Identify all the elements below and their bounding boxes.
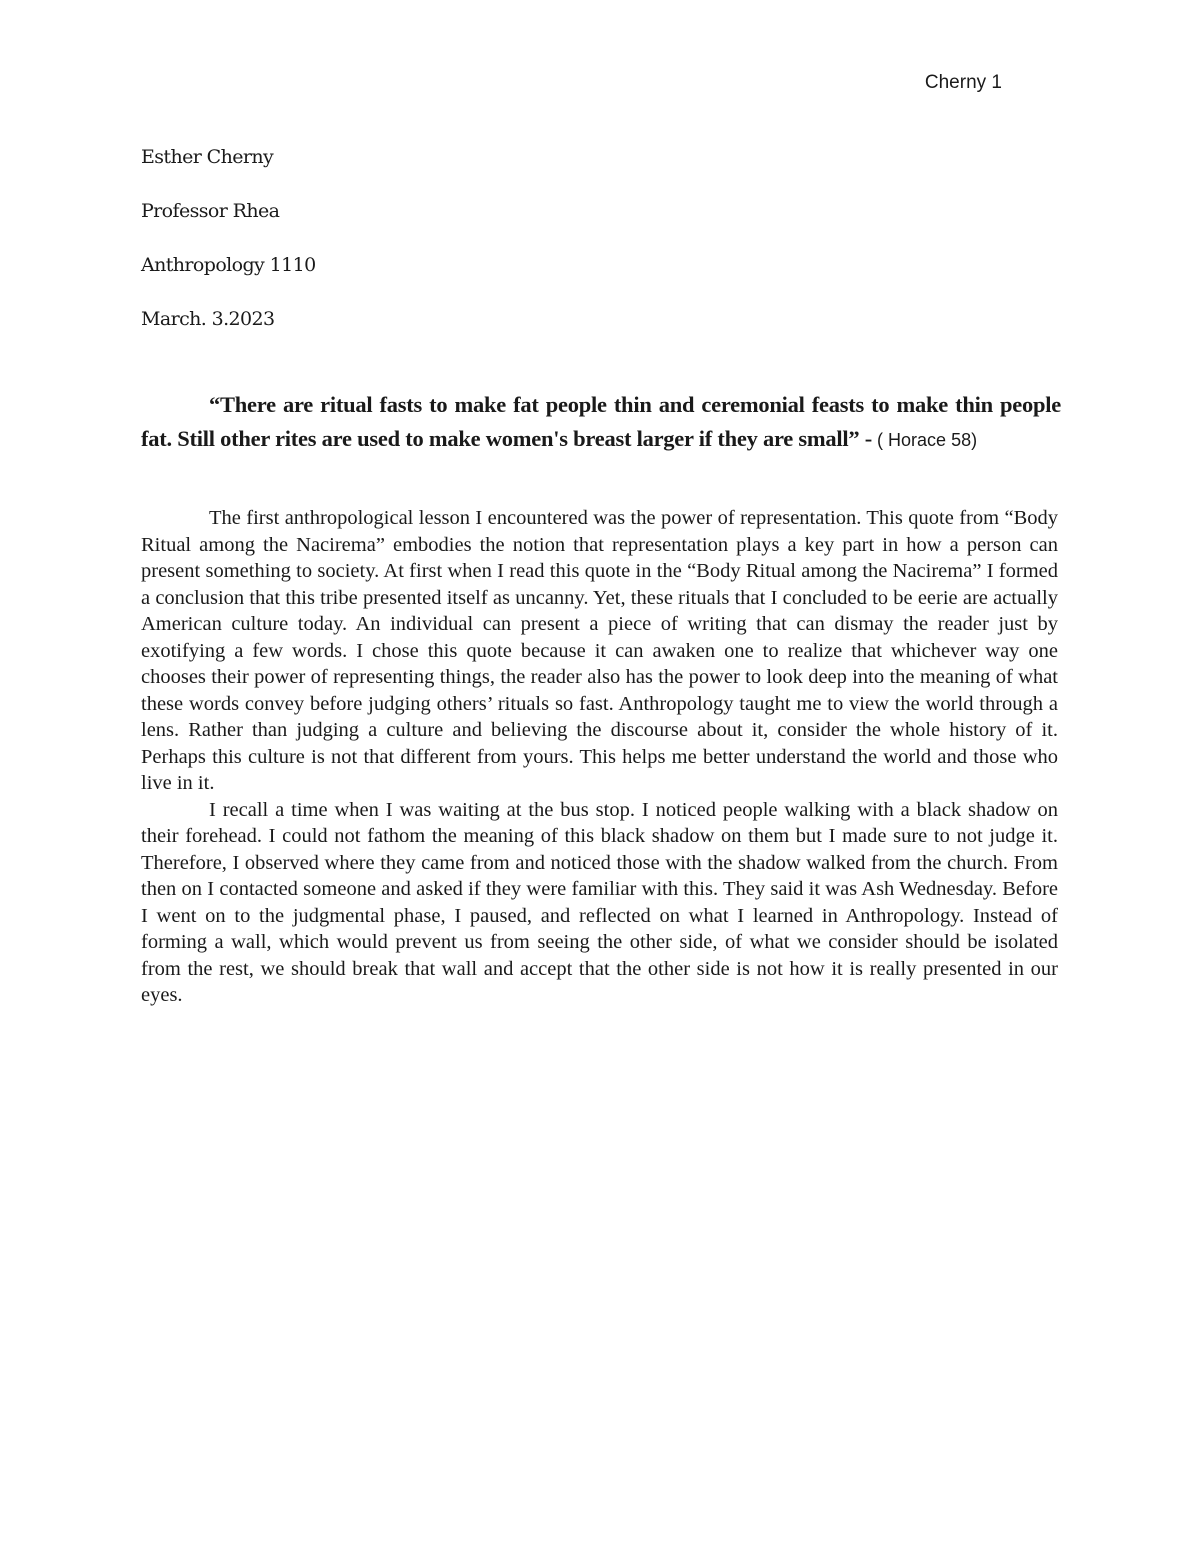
course-name: Anthropology 1110 bbox=[141, 254, 316, 276]
heading-author-line bbox=[141, 144, 316, 198]
epigraph-citation: ( Horace 58) bbox=[872, 430, 978, 450]
essay-date: March. 3.2023 bbox=[141, 308, 275, 330]
author-name: Esther Cherny bbox=[141, 146, 274, 168]
essay-body bbox=[141, 505, 1058, 1009]
instructor-name: Professor Rhea bbox=[141, 200, 280, 222]
epigraph-quote bbox=[141, 388, 1061, 457]
heading-course-line bbox=[141, 252, 316, 306]
epigraph-text: “There are ritual fasts to make fat people thin and ceremonial feasts to make thin people fat. Still other rites are used to make women's breast larger if they are small” - bbox=[141, 392, 1061, 451]
body-paragraph-1: The first anthropological lesson I encountered was the power of representation. This quote from “Body Ritual among the Nacirema” embodies the notion that representation plays a key part in how a person can present something to society. At first when I read this quote in the “Body Ritual among the Nacirema” I formed a conclusion that this tribe presented itself as uncanny. Yet, these rituals that I concluded to be eerie are actually American culture today. An individual can present a piece of writing that can dismay the reader just by exotifying a few words. I chose this quote because it can awaken one to realize that whichever way one chooses their power of representing things, the reader also has the power to look deep into the meaning of what these words convey before judging others’ rituals so fast. Anthropology taught me to view the world through a lens. Rather than judging a culture and believing the discourse about it, consider the whole history of it. Perhaps this culture is not that different from yours. This helps me better understand the world and those who live in it. bbox=[141, 507, 1058, 794]
heading-instructor-line bbox=[141, 198, 316, 252]
running-head: Cherny 1 bbox=[924, 72, 1002, 93]
heading-date-line bbox=[141, 306, 316, 360]
body-paragraph-2: I recall a time when I was waiting at the bus stop. I noticed people walking with a black shadow on their forehead. I could not fathom the meaning of this black shadow on them but I made sure to not judge it. Therefore, I observed where they came from and noticed those with the shadow walked from the church. From then on I contacted someone and asked if they were familiar with this. They said it was Ash Wednesday. Before I went on to the judgmental phase, I paused, and reflected on what I learned in Anthropology. Instead of forming a wall, which would prevent us from seeing the other side, of what we consider should be isolated from the rest, we should break that wall and accept that the other side is not how it is really presented in our eyes. bbox=[141, 798, 1058, 1006]
mla-heading bbox=[141, 144, 316, 360]
